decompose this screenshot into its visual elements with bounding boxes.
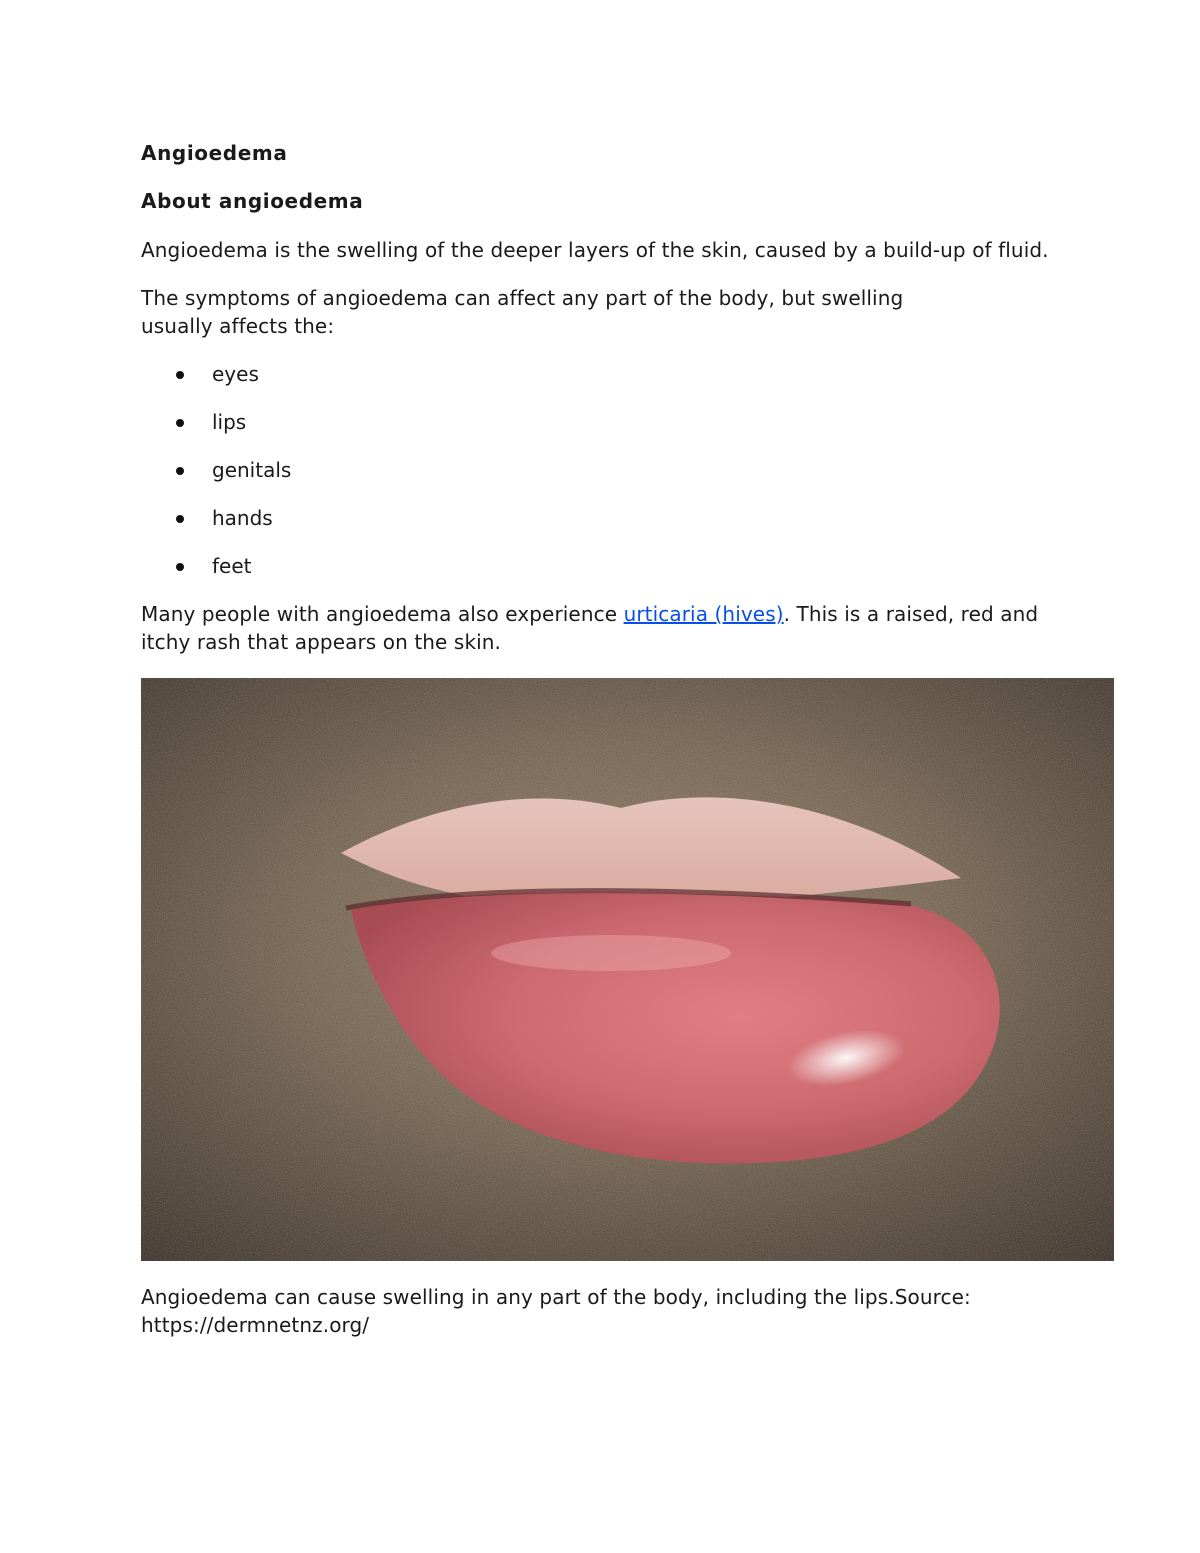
document-page (141, 138, 1116, 1339)
list-item-label: eyes (212, 362, 259, 386)
paragraph-urticaria (141, 600, 1071, 656)
list-item (141, 552, 1116, 580)
paragraph-symptoms: The symptoms of angioedema can affect any part of the body, but swelling usually affects the: (141, 286, 904, 338)
paragraph-text-after-link: . This is a raised, red and itchy rash that appears on the skin. (141, 602, 1039, 654)
photo-caption: Angioedema can cause swelling in any part of the body, including the lips.Source: https://dermnetnz.org/ (141, 1285, 971, 1337)
list-item-label: feet (212, 554, 252, 578)
paragraph-text-before-link: Many people with angioedema also experience (141, 602, 624, 626)
affected-areas-list (141, 360, 1116, 580)
bullet-icon (176, 419, 184, 427)
list-item-label: genitals (212, 458, 292, 482)
swollen-lips-photo (141, 678, 1114, 1261)
bullet-icon (176, 563, 184, 571)
bullet-icon (176, 515, 184, 523)
bullet-icon (176, 371, 184, 379)
list-item (141, 504, 1116, 532)
paragraph-definition: Angioedema is the swelling of the deeper layers of the skin, caused by a build-up of fluid. (141, 238, 1049, 262)
list-item (141, 408, 1116, 436)
urticaria-link[interactable]: urticaria (hives) (623, 602, 784, 626)
page-title: Angioedema (141, 141, 288, 165)
bullet-icon (176, 467, 184, 475)
list-item (141, 456, 1116, 484)
section-heading: About angioedema (141, 189, 364, 213)
photo-illustration (141, 678, 1114, 1261)
list-item-label: hands (212, 506, 273, 530)
list-item (141, 360, 1116, 388)
list-item-label: lips (212, 410, 247, 434)
